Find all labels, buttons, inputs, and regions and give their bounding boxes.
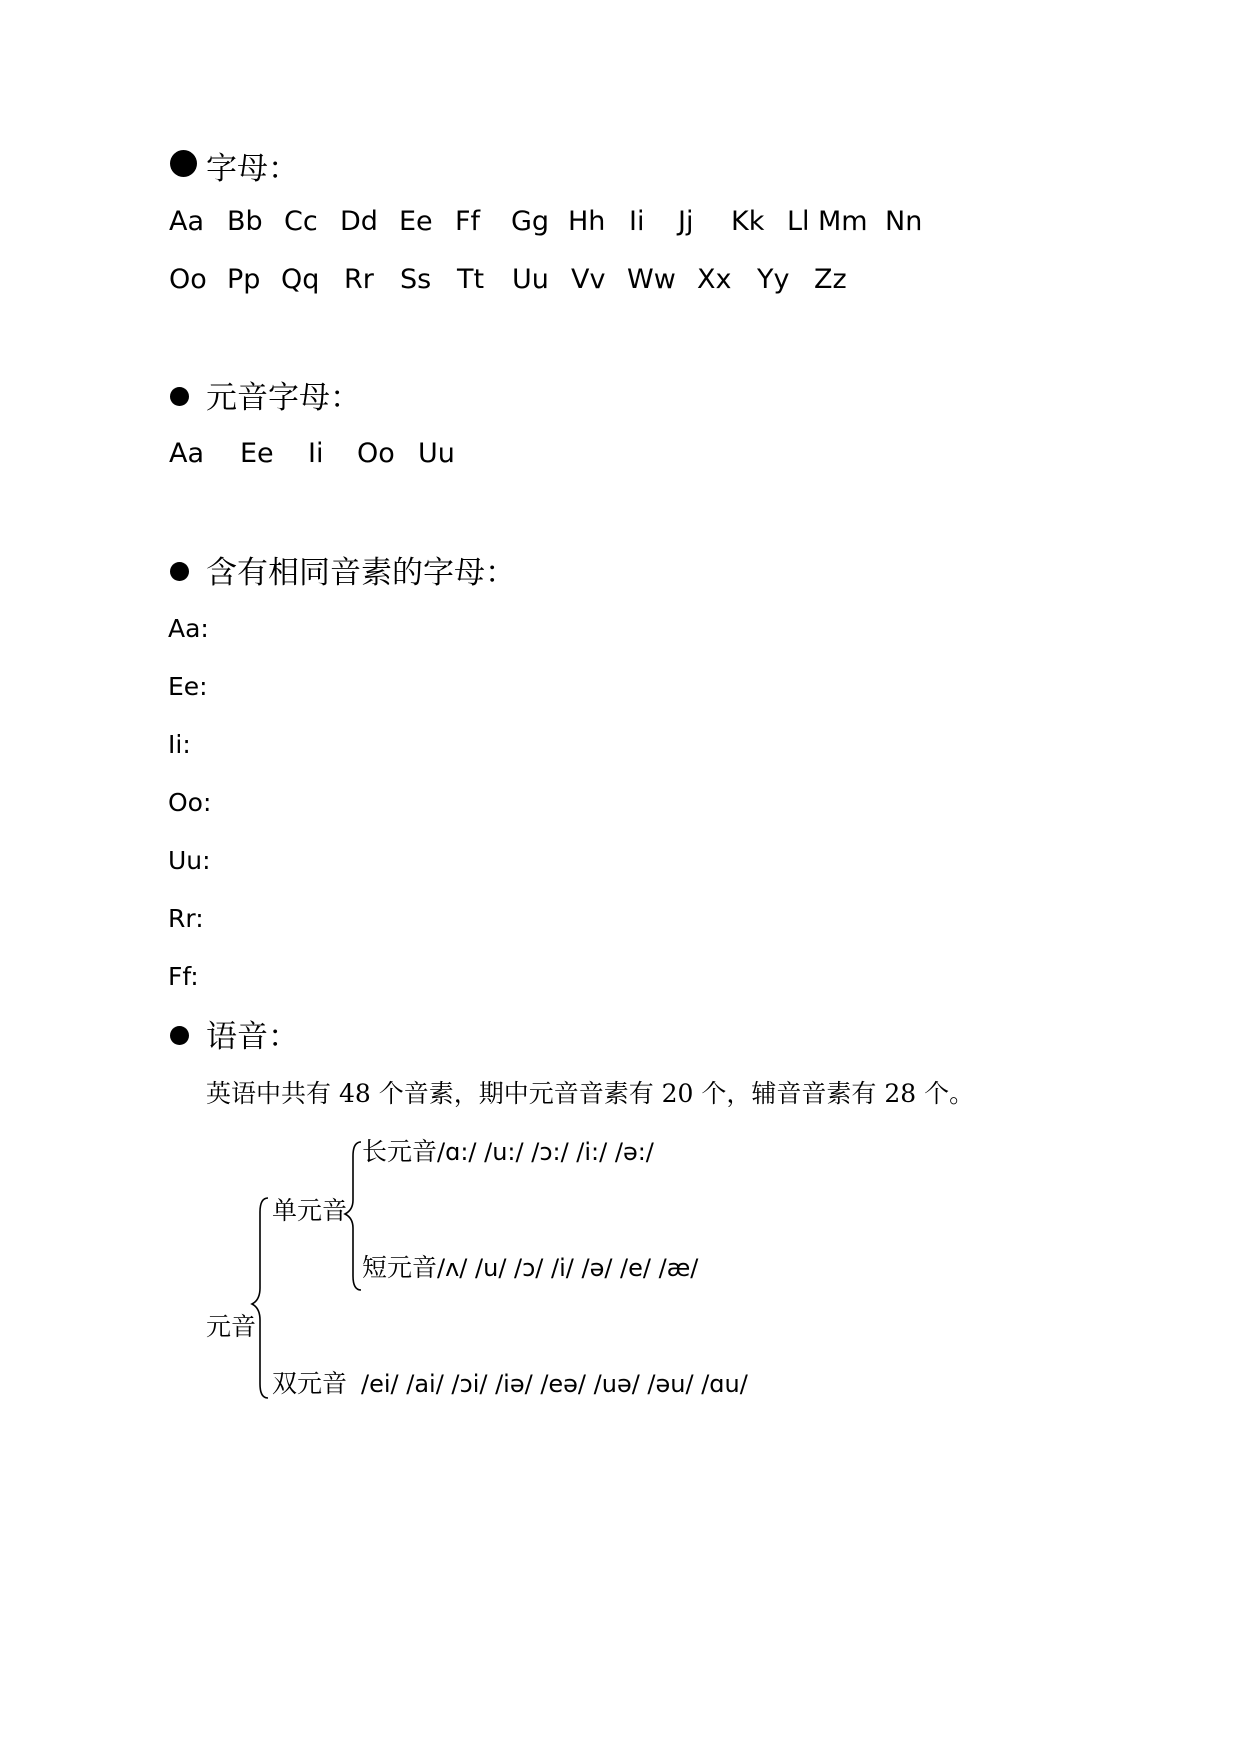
section-title-alphabet: 字母： — [206, 151, 299, 187]
alphabet-letter: Kk — [731, 206, 765, 237]
inner-brace-icon — [345, 1142, 361, 1290]
alphabet-letter: Dd — [340, 206, 378, 237]
phoneme-letter-item: Rr: — [168, 904, 204, 933]
alphabet-letter: Mm — [818, 206, 868, 237]
tree-monophthong-label: 单元音 — [272, 1196, 348, 1225]
phoneme-letter-item: Aa: — [168, 614, 209, 643]
alphabet-letter: Xx — [697, 264, 732, 295]
tree-root-label: 元音 — [206, 1312, 257, 1341]
phonetics-intro: 英语中共有 48 个音素，期中元音音素有 20 个，辅音音素有 28 个。 — [206, 1079, 975, 1108]
alphabet-letter: Tt — [457, 264, 485, 295]
alphabet-letter: Ww — [627, 264, 676, 295]
phoneme-letter-item: Ii: — [168, 730, 191, 759]
section-title-phonetics: 语音： — [206, 1019, 299, 1055]
tree-long-vowels — [362, 1137, 654, 1167]
alphabet-letter: Oo — [169, 264, 207, 295]
alphabet-letter: Cc — [284, 206, 318, 237]
alphabet-letter: Nn — [885, 206, 923, 237]
tree-short-vowels — [362, 1253, 698, 1283]
alphabet-letter: Ii — [629, 206, 645, 237]
alphabet-letter: Zz — [814, 264, 847, 295]
phoneme-letter-item: Ff: — [168, 962, 199, 991]
alphabet-letter: Uu — [512, 264, 549, 295]
vowel-letter: Oo — [357, 438, 395, 469]
alphabet-letter: Ee — [399, 206, 433, 237]
vowel-letter: Ii — [308, 438, 324, 469]
tree-diphthongs — [272, 1369, 748, 1399]
alphabet-letter: Rr — [344, 264, 374, 295]
alphabet-letter: Bb — [227, 206, 263, 237]
alphabet-letter: Ss — [400, 264, 432, 295]
diphthong-label: 双元音 — [272, 1369, 348, 1398]
alphabet-letter: Gg — [511, 206, 550, 237]
long-vowel-label: 长元音 — [362, 1137, 438, 1166]
alphabet-letter: Yy — [757, 264, 790, 295]
section-title-same-phoneme: 含有相同音素的字母： — [206, 555, 516, 591]
short-vowel-label: 短元音 — [362, 1253, 438, 1282]
alphabet-letter: Pp — [227, 264, 261, 295]
alphabet-letter: Qq — [281, 264, 320, 295]
section-title-vowel-letters: 元音字母： — [206, 380, 361, 416]
vowel-letter: Uu — [418, 438, 455, 469]
vowel-letter: Ee — [240, 438, 274, 469]
alphabet-letter: Jj — [678, 206, 694, 237]
vowel-letter: Aa — [169, 438, 205, 469]
short-vowel-ipa: /ʌ/ /u/ /ɔ/ /i/ /ə/ /e/ /æ/ — [437, 1254, 699, 1282]
phoneme-letter-item: Oo: — [168, 788, 212, 817]
alphabet-letter: Aa — [169, 206, 205, 237]
alphabet-letter: Hh — [568, 206, 606, 237]
alphabet-letter: Ff — [455, 206, 481, 237]
alphabet-letter: Vv — [571, 264, 606, 295]
phoneme-letter-item: Ee: — [168, 672, 208, 701]
diphthong-ipa: /ei/ /ai/ /ɔi/ /iə/ /eə/ /uə/ /əu/ /ɑu/ — [361, 1370, 748, 1398]
outer-brace-icon — [252, 1198, 268, 1398]
long-vowel-ipa: /ɑ:/ /u:/ /ɔ:/ /i:/ /ə:/ — [437, 1138, 654, 1166]
phoneme-letter-item: Uu: — [168, 846, 211, 875]
alphabet-letter: Ll — [787, 206, 810, 237]
